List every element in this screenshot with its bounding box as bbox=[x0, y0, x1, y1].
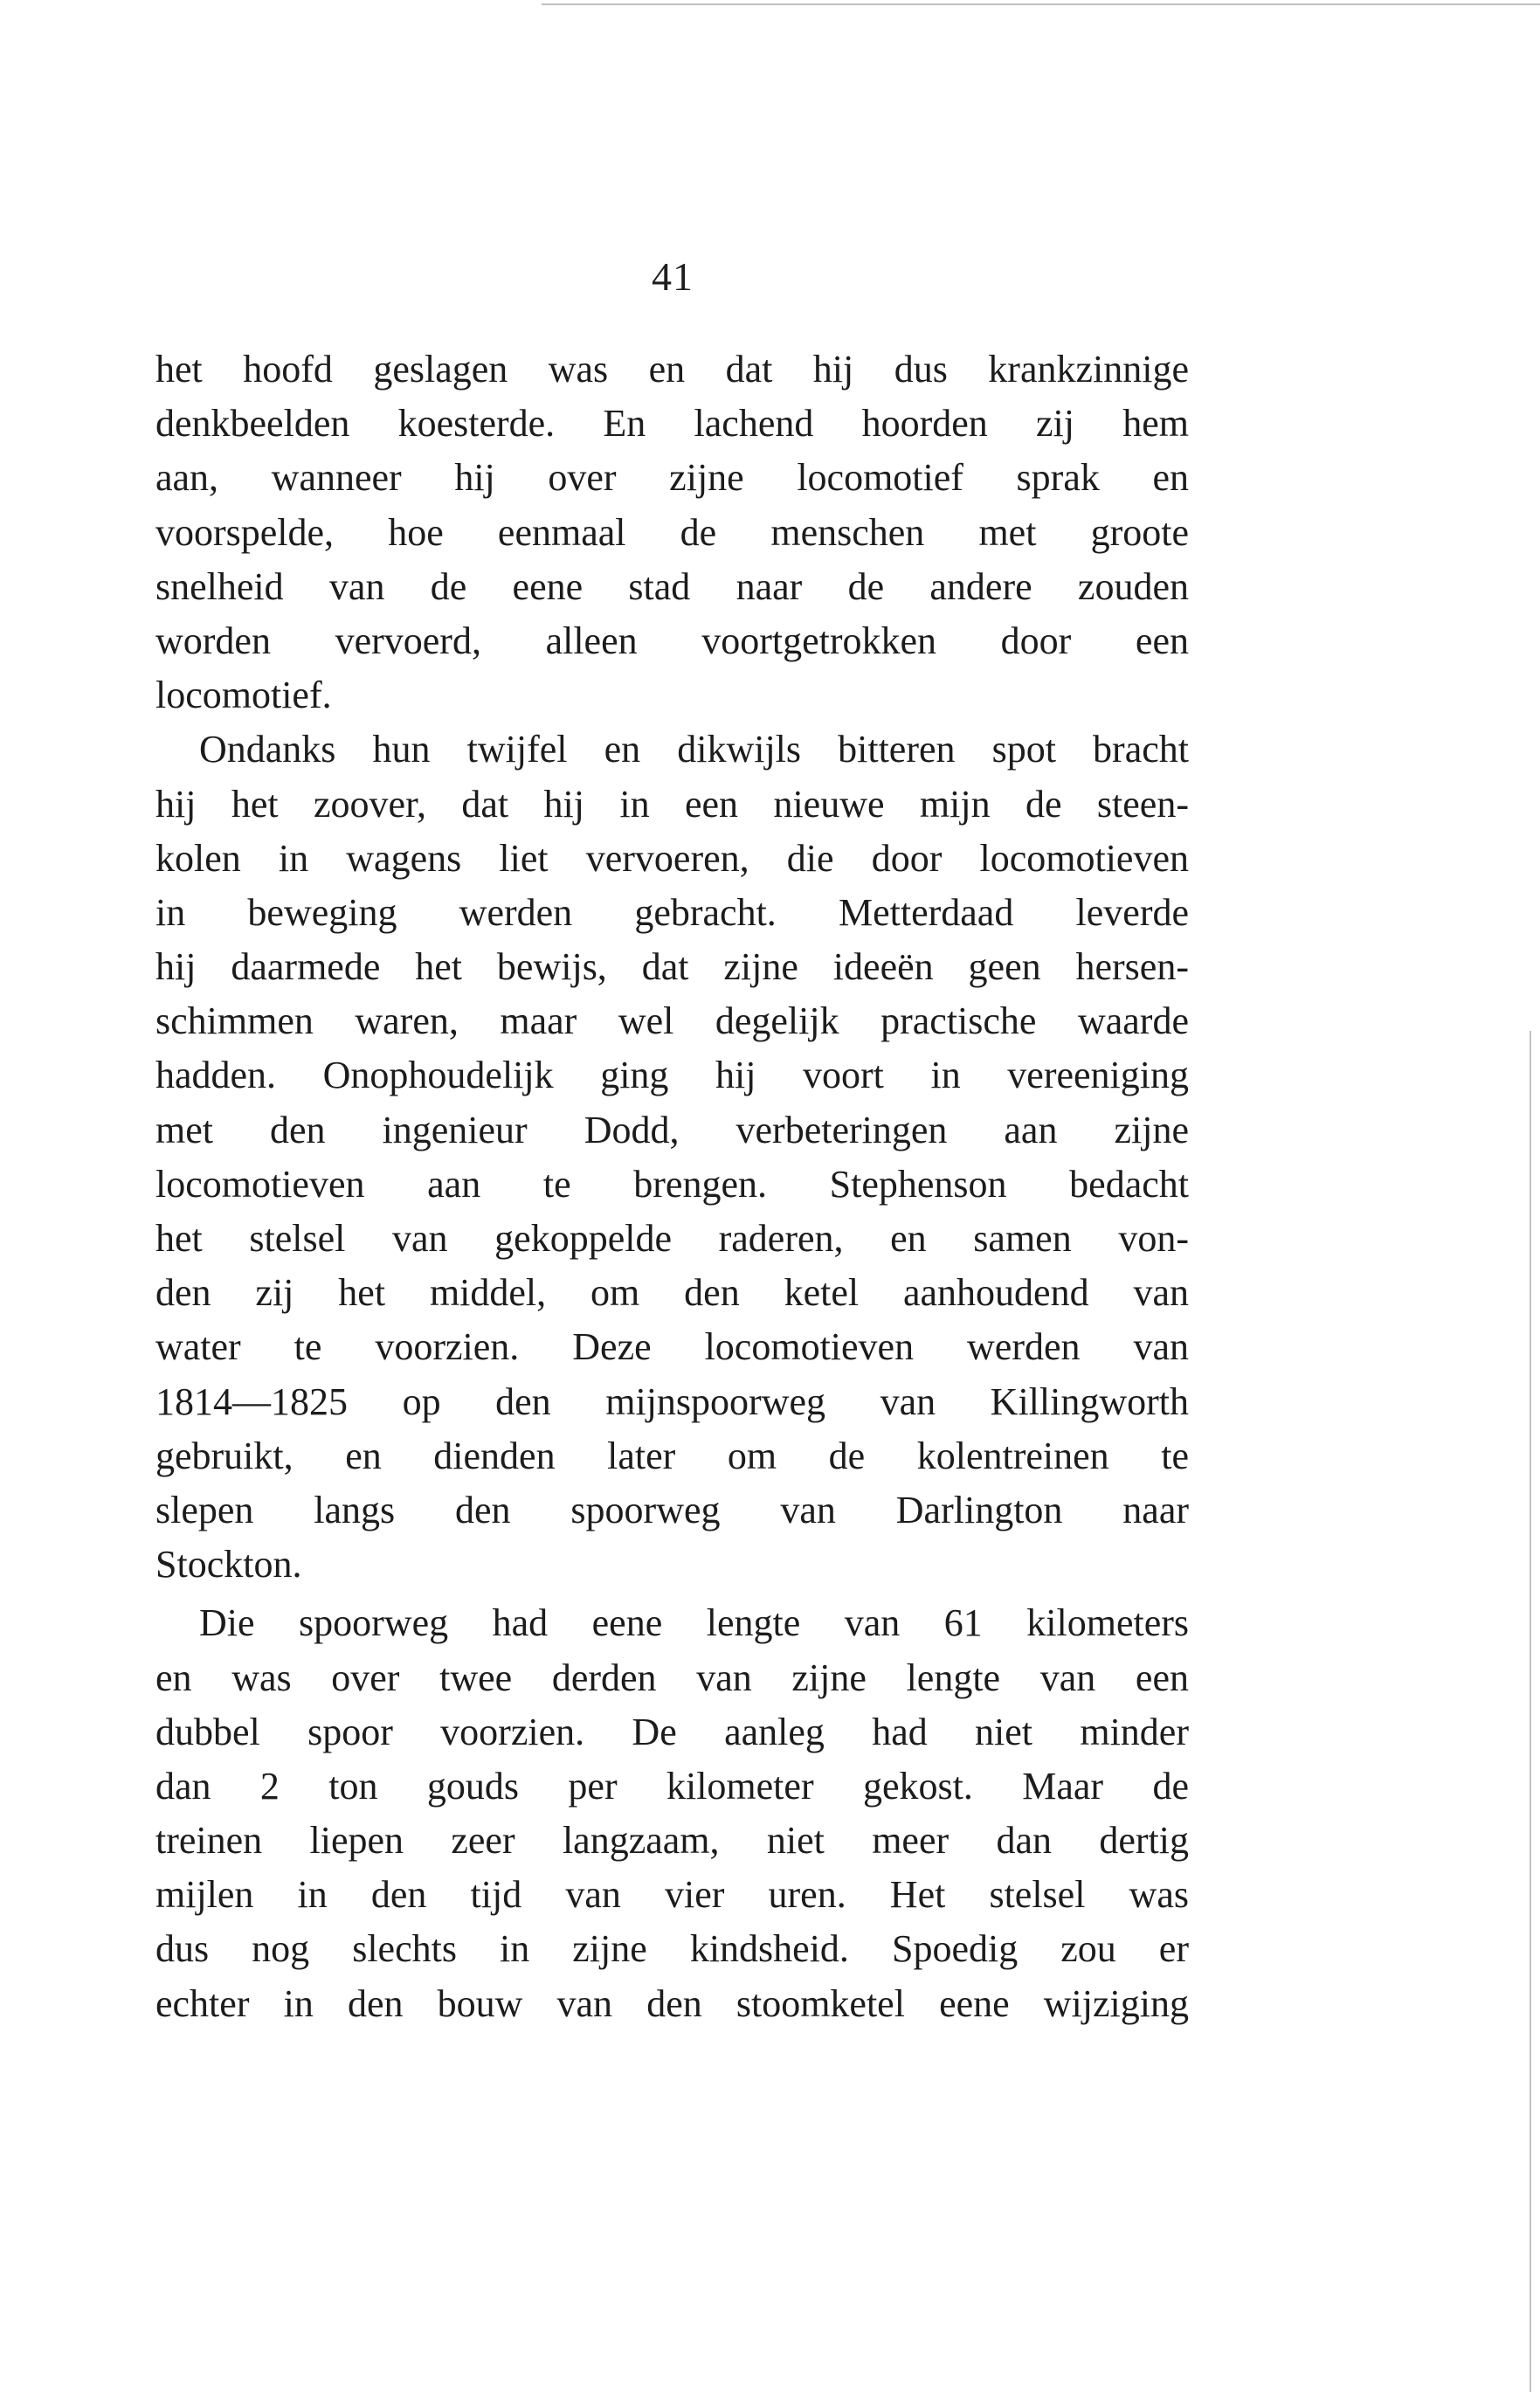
text-line: aan, wanneer hij over zijne locomotief sprak en bbox=[155, 456, 1189, 500]
text-line: hij daarmede het bewijs, dat zijne ideeën geen hersen- bbox=[155, 945, 1189, 989]
text-line: treinen liepen zeer langzaam, niet meer dan dertig bbox=[155, 1819, 1189, 1863]
text-line: Stockton. bbox=[155, 1543, 302, 1587]
text-line: het stelsel van gekoppelde raderen, en samen von- bbox=[155, 1217, 1189, 1260]
text-line: Die spoorweg had eene lengte van 61 kilometers bbox=[199, 1601, 1189, 1645]
paragraph-3 bbox=[155, 1596, 1189, 2031]
text-line: denkbeelden koesterde. En lachend hoorden zij hem bbox=[155, 402, 1189, 446]
text-line: het hoofd geslagen was en dat hij dus krankzinnige bbox=[155, 348, 1189, 391]
text-line: dus nog slechts in zijne kindsheid. Spoedig zou er bbox=[155, 1927, 1189, 1971]
text-line: en was over twee derden van zijne lengte van een bbox=[155, 1656, 1189, 1699]
text-line: locomotief. bbox=[155, 674, 332, 717]
text-line: snelheid van de eene stad naar de andere zouden bbox=[155, 564, 1189, 608]
text-line: water te voorzien. Deze locomotieven werden van bbox=[155, 1325, 1189, 1369]
body-text bbox=[155, 342, 1189, 2031]
text-line: worden vervoerd, alleen voortgetrokken door een bbox=[155, 619, 1189, 662]
text-line: echter in den bouw van den stoomketel eene wijziging bbox=[155, 1981, 1189, 2025]
text-line: dan 2 ton gouds per kilometer gekost. Maar de bbox=[155, 1764, 1189, 1808]
text-line: Ondanks hun twijfel en dikwijls bitteren spot bracht bbox=[199, 728, 1189, 771]
text-line: hij het zoover, dat hij in een nieuwe mijn de steen- bbox=[155, 782, 1189, 826]
text-line: 1814—1825 op den mijnspoorweg van Killingworth bbox=[155, 1379, 1189, 1423]
scan-edge-top bbox=[542, 3, 1540, 5]
paragraph-2 bbox=[155, 722, 1189, 1592]
paragraph-1 bbox=[155, 342, 1189, 722]
text-line: mijlen in den tijd van vier uren. Het stelsel was bbox=[155, 1873, 1189, 1917]
text-line: dubbel spoor voorzien. De aanleg had niet minder bbox=[155, 1710, 1189, 1753]
text-line: hadden. Onophoudelijk ging hij voort in vereeniging bbox=[155, 1054, 1189, 1097]
page-number: 41 bbox=[652, 254, 694, 299]
text-line: in beweging werden gebracht. Metterdaad leverde bbox=[155, 890, 1189, 934]
text-line: slepen langs den spoorweg van Darlington naar bbox=[155, 1488, 1189, 1531]
text-line: voorspelde, hoe eenmaal de menschen met groote bbox=[155, 510, 1189, 554]
scan-edge-right bbox=[1530, 1031, 1531, 2392]
text-line: den zij het middel, om den ketel aanhoudend van bbox=[155, 1271, 1189, 1315]
text-line: kolen in wagens liet vervoeren, die door locomotieven bbox=[155, 836, 1189, 880]
text-line: gebruikt, en dienden later om de kolentreinen te bbox=[155, 1434, 1189, 1477]
text-line: met den ingenieur Dodd, verbeteringen aan zijne bbox=[155, 1108, 1189, 1151]
text-line: schimmen waren, maar wel degelijk practische waarde bbox=[155, 999, 1189, 1043]
text-line: locomotieven aan te brengen. Stephenson bedacht bbox=[155, 1162, 1189, 1206]
